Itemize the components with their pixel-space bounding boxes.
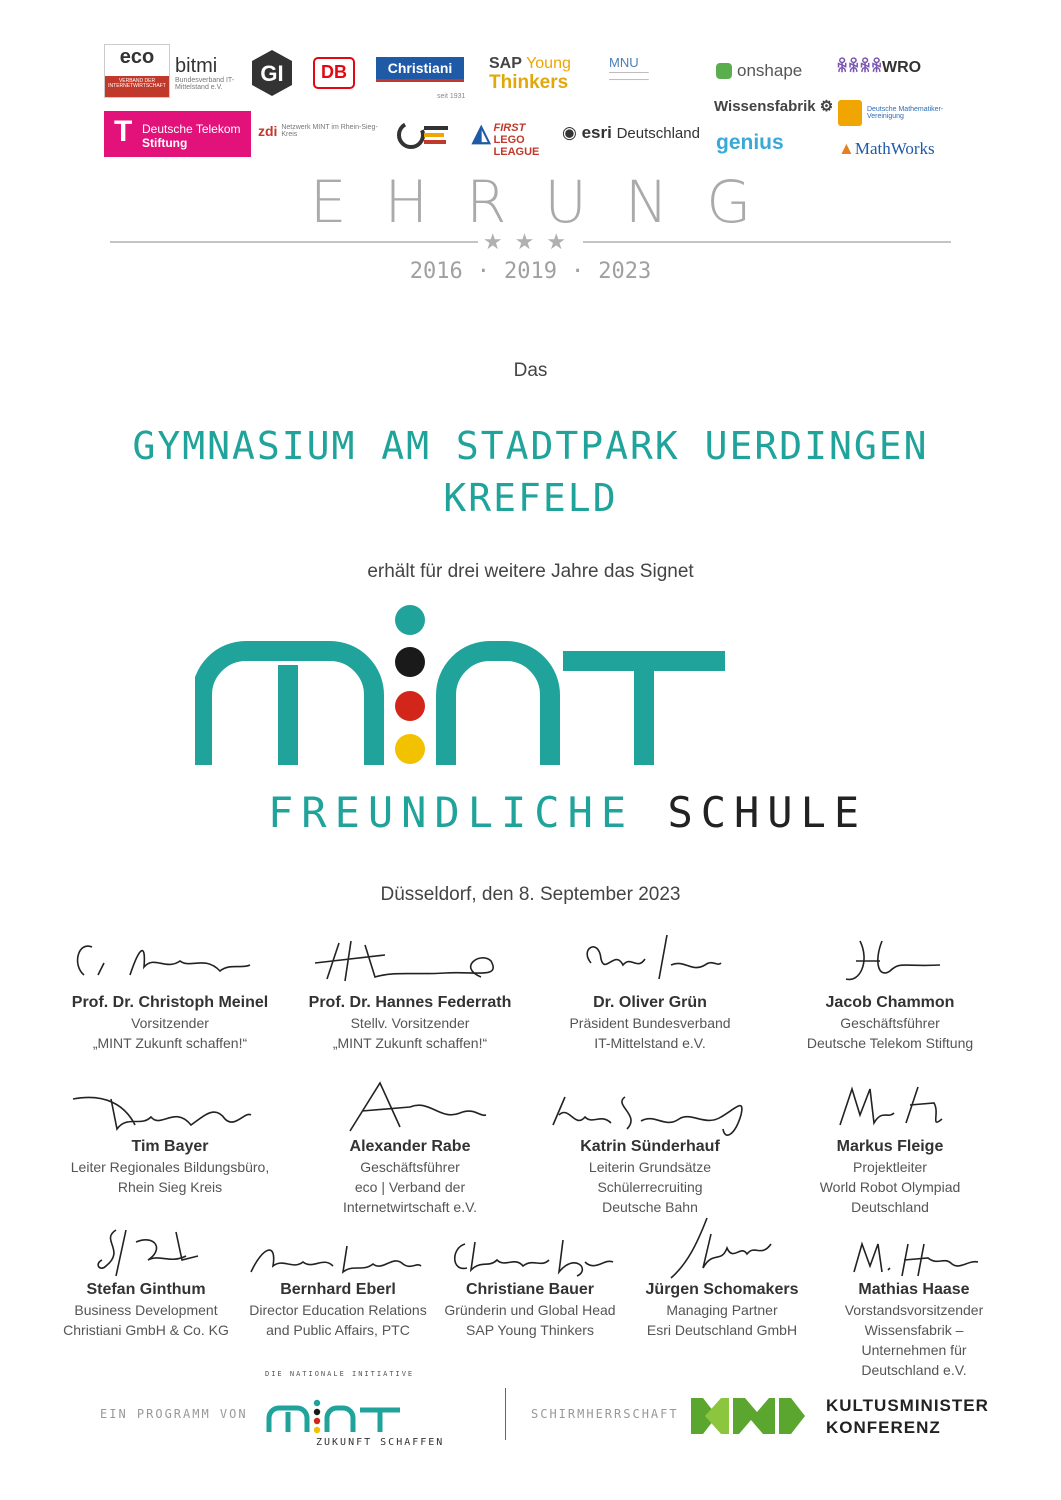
signatory-block <box>799 1280 1029 1380</box>
signatory-title-line: Schülerrecruiting <box>597 1179 703 1195</box>
signatory-name: Tim Bayer <box>131 1138 209 1155</box>
signatory-title-line: Internetwirtschaft e.V. <box>342 1199 478 1215</box>
esri-logo-country: Deutschland <box>616 125 700 142</box>
handwritten-signature <box>305 931 505 993</box>
mnu-logo: MNU ──────── ──────── <box>609 55 649 84</box>
wissensfabrik-logo <box>714 99 833 115</box>
signatory-title-line: Esri Deutschland GmbH <box>646 1322 798 1338</box>
handwritten-signature <box>647 1214 787 1284</box>
zdi-logo <box>258 124 391 139</box>
sap-logo-text: SAP <box>489 55 522 72</box>
eco-logo-text: eco <box>119 46 155 68</box>
kmk-line2: KONFERENZ <box>826 1418 941 1437</box>
esri-logo-text: esri <box>581 123 612 142</box>
footer-divider <box>505 1388 506 1440</box>
zdi-logo-subtitle: Netzwerk MINT im Rhein-Sieg-Kreis <box>281 124 378 139</box>
mathworks-logo-text: MathWorks <box>854 139 935 158</box>
signatory-title-line: and Public Affairs, PTC <box>266 1322 410 1338</box>
mint-zukunft-caption: ZUKUNFT SCHAFFEN <box>316 1437 445 1448</box>
place-and-date: Düsseldorf, den 8. September 2023 <box>380 884 681 905</box>
school-name-line1: GYMNASIUM AM STADTPARK UERDINGEN <box>132 424 929 468</box>
initiative-caption: DIE NATIONALE INITIATIVE <box>265 1370 415 1378</box>
eco-logo-subtitle: VERBAND DER INTERNETWIRTSCHAFT <box>105 76 169 97</box>
award-year: 2016 <box>409 259 463 284</box>
genius-logo: genius <box>716 131 784 154</box>
sap-logo-young: Young <box>526 55 571 72</box>
signatory-block <box>295 1137 525 1217</box>
signet-word-freundliche: FREUNDLICHE <box>268 788 635 837</box>
signatory-title-line: Business Development <box>74 1302 218 1318</box>
dmv-logo <box>838 100 945 126</box>
signatory-title-line: Deutschland <box>851 1199 929 1215</box>
signatory-title-line: Geschäftsführer <box>840 1015 940 1031</box>
signatory-title-line: Leiter Regionales Bildungsbüro, <box>70 1159 270 1175</box>
esri-globe-icon: ◉ <box>562 123 577 142</box>
handwritten-signature <box>445 1232 615 1282</box>
telekom-stiftung-logo <box>104 111 251 157</box>
signatory-block <box>295 993 525 1053</box>
signatory-name: Alexander Rabe <box>349 1138 471 1155</box>
onshape-mark-icon <box>716 63 732 79</box>
signatory-block <box>535 1137 765 1217</box>
signatory-name: Bernhard Eberl <box>280 1281 396 1298</box>
bitmi-logo <box>175 56 245 92</box>
wissensfabrik-logo-text: Wissensfabrik <box>714 98 816 115</box>
db-logo: DB <box>313 57 355 89</box>
fll-mark-icon: ◭ <box>472 120 491 147</box>
signatory-title-line: Leiterin Grundsätze <box>588 1159 712 1175</box>
signatory-title-line: Deutschland e.V. <box>861 1362 967 1378</box>
signatory-name: Prof. Dr. Christoph Meinel <box>71 994 269 1011</box>
signatory-name: Jacob Chammon <box>825 994 955 1011</box>
signatory-block <box>775 1137 1005 1217</box>
stars-icon: ★★★ <box>482 229 579 254</box>
fll-lego: LEGO <box>493 134 525 146</box>
signatory-block <box>55 993 285 1053</box>
signatory-title-line: „MINT Zukunft schaffen!“ <box>332 1035 488 1051</box>
signatory-title-line: Vorsitzender <box>131 1015 209 1031</box>
award-statement: erhält für drei weitere Jahre das Signet <box>367 561 694 582</box>
signatory-block <box>775 993 1005 1053</box>
honor-title: EHRUNG <box>309 168 790 236</box>
mathworks-logo <box>838 140 935 158</box>
signatory-block <box>535 993 765 1053</box>
signatory-title-line: Gründerin und Global Head <box>444 1302 616 1318</box>
telekom-t-icon: T <box>114 115 133 148</box>
signatory-title-line: eco | Verband der <box>354 1179 466 1195</box>
fll-first: FIRST <box>493 122 526 134</box>
signatory-name: Mathias Haase <box>858 1281 970 1298</box>
year-separator: · <box>570 259 585 284</box>
signatory-name: Markus Fleige <box>836 1138 944 1155</box>
award-year: 2019 <box>504 259 557 284</box>
onshape-logo-text: onshape <box>737 61 803 80</box>
signatory-name: Jürgen Schomakers <box>645 1281 799 1298</box>
signatory-title-line: Unternehmen für <box>861 1342 967 1358</box>
patronage-label: SCHIRMHERRSCHAFT <box>531 1407 679 1421</box>
handwritten-signature <box>65 1085 255 1141</box>
handwritten-signature <box>243 1236 423 1282</box>
handwritten-signature <box>844 1236 984 1282</box>
wro-people-icon: ꆜꆜꆜꆜ <box>836 59 882 76</box>
signatory-title-line: Wissensfabrik – <box>864 1322 964 1338</box>
signatory-name: Katrin Sünderhauf <box>580 1138 720 1155</box>
signet-word-schule: SCHULE <box>667 788 868 837</box>
christiani-logo-subtitle: seit 1931 <box>437 93 466 100</box>
signatory-name: Christiane Bauer <box>465 1281 595 1298</box>
handwritten-signature <box>830 1079 950 1139</box>
signatory-title-line: „MINT Zukunft schaffen!“ <box>92 1035 248 1051</box>
year-separator: · <box>476 259 490 284</box>
esri-logo <box>562 124 700 142</box>
handwritten-signature <box>830 931 950 993</box>
signatory-title-line: Christiani GmbH & Co. KG <box>63 1322 229 1338</box>
signatory-title-line: IT-Mittelstand e.V. <box>594 1035 706 1051</box>
wro-logo <box>836 60 921 77</box>
eco-logo <box>104 44 170 98</box>
program-label: EIN PROGRAMM VON <box>100 1407 248 1421</box>
handwritten-signature <box>545 1085 755 1141</box>
signatory-title-line: Präsident Bundesverband <box>569 1015 731 1031</box>
telekom-logo-stiftung: Stiftung <box>142 136 188 150</box>
wissensfabrik-gear-icon: ⚙ <box>819 98 834 115</box>
signatory-title-line: Rhein Sieg Kreis <box>117 1179 223 1195</box>
signatory-title-line: Vorstandsvorsitzender <box>844 1302 984 1318</box>
bitmi-logo-subtitle: Bundesverband IT-Mittelstand e.V. <box>175 77 235 92</box>
signatory-title-line: Managing Partner <box>666 1302 778 1318</box>
dmv-mark-icon <box>838 100 862 126</box>
kmk-logo-icon <box>691 1398 809 1434</box>
zdi-logo-text: zdi <box>258 123 278 139</box>
mint-signet-caption <box>268 788 867 837</box>
handwritten-signature <box>86 1220 206 1282</box>
signatory-name: Dr. Oliver Grün <box>593 994 707 1011</box>
signatory-title-line: Geschäftsführer <box>360 1159 460 1175</box>
signatory-name: Stefan Ginthum <box>86 1281 206 1298</box>
school-name-line2: KREFELD <box>443 476 618 520</box>
signatory-title-line: Deutsche Bahn <box>602 1199 698 1215</box>
kmk-line1: KULTUSMINISTER <box>826 1396 989 1415</box>
signatory-title-line: World Robot Olympiad <box>819 1179 961 1195</box>
christiani-logo: Christiani <box>376 57 464 82</box>
certificate-article: Das <box>513 360 548 381</box>
telekom-logo-text: Deutsche Telekom <box>142 122 241 136</box>
mathworks-peak-icon: ▲ <box>838 139 855 158</box>
signatory-name: Prof. Dr. Hannes Federrath <box>308 994 512 1011</box>
signatory-block <box>55 1137 285 1197</box>
sap-logo-thinkers: Thinkers <box>489 71 569 93</box>
onshape-logo <box>716 62 802 80</box>
gi-logo <box>252 50 292 96</box>
signatory-title-line: Projektleiter <box>853 1159 927 1175</box>
kmk-name <box>826 1395 989 1439</box>
sap-young-thinkers-logo <box>489 56 571 93</box>
fll-league: LEAGUE <box>493 146 540 158</box>
mint-logo <box>195 595 735 775</box>
dmv-logo-text: Deutsche Mathematiker-Vereinigung <box>866 105 944 120</box>
signatory-title-line: Deutsche Telekom Stiftung <box>806 1035 974 1051</box>
bw-mint-badge-icon <box>396 120 450 150</box>
svg-text:GI: GI <box>260 61 284 86</box>
handwritten-signature <box>340 1077 490 1137</box>
mint-zukunft-logo <box>266 1398 402 1434</box>
signatory-title-line: Director Education Relations <box>249 1302 427 1318</box>
first-lego-league-logo <box>472 122 539 158</box>
wro-logo-text: WRO <box>882 59 922 76</box>
signatory-title-line: SAP Young Thinkers <box>466 1322 594 1338</box>
signatory-title-line: Stellv. Vorsitzender <box>350 1015 470 1031</box>
award-year: 2023 <box>598 259 652 284</box>
handwritten-signature <box>575 929 725 993</box>
mnu-logo-text: MNU <box>609 55 639 70</box>
bitmi-logo-text: bitmi <box>175 55 218 77</box>
school-name <box>0 420 1061 524</box>
award-years <box>0 259 1061 284</box>
handwritten-signature <box>70 935 260 993</box>
